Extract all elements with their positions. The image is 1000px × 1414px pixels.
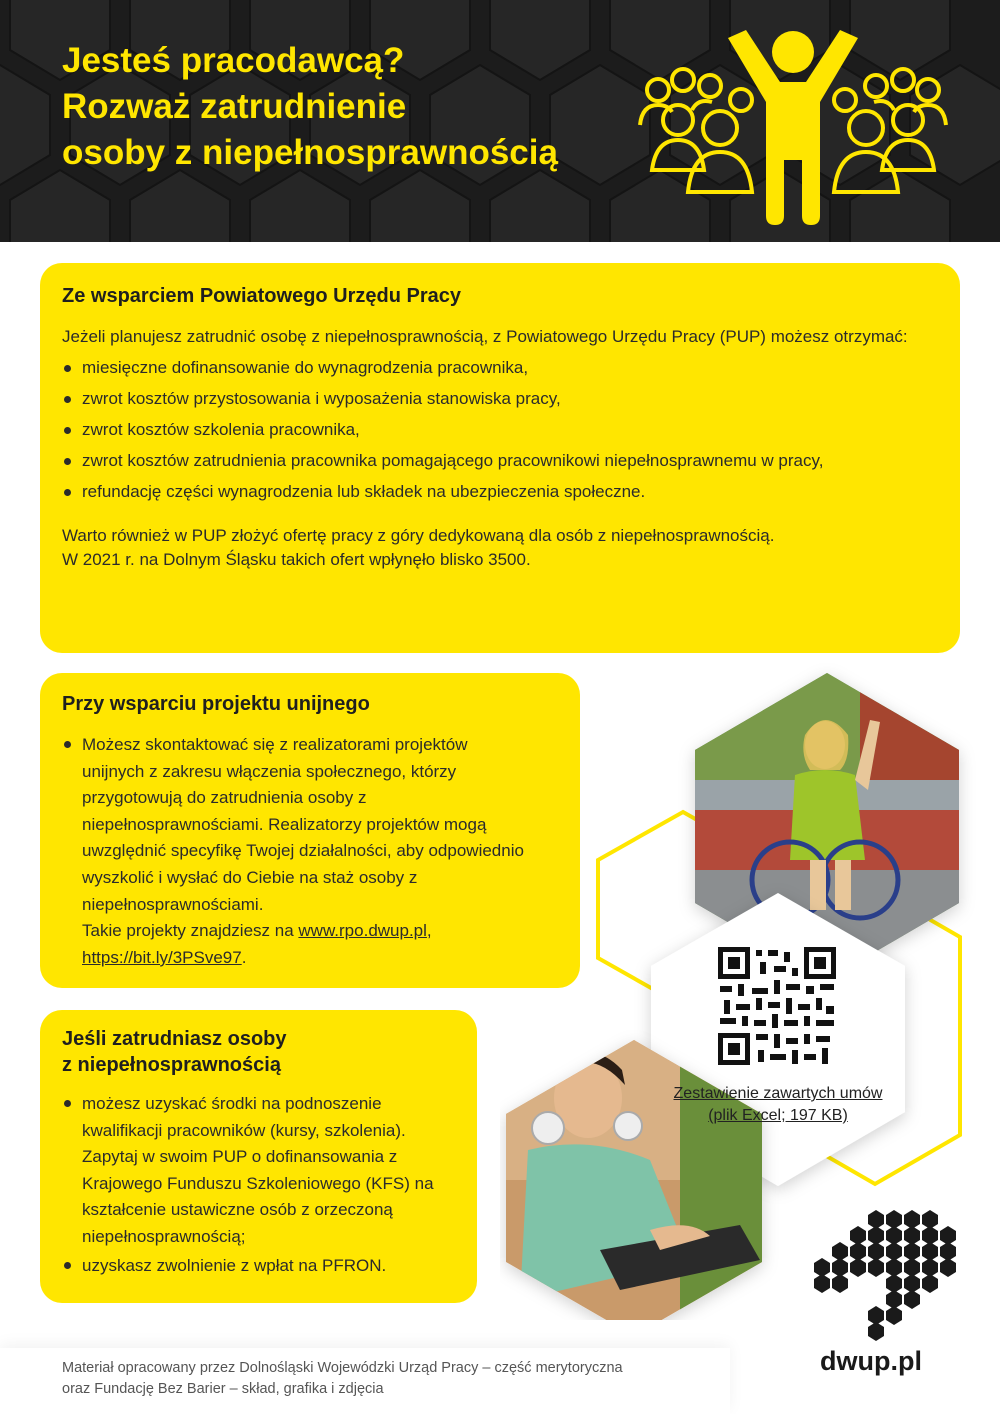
link-separator: , <box>426 921 432 941</box>
eu-section-heading: Przy wsparciu projektu unijnego <box>62 693 370 715</box>
list-item: zwrot kosztów szkolenia pracownika, <box>62 418 938 442</box>
heading-line: Jeśli zatrudniasz osoby <box>62 1028 287 1050</box>
page-title <box>62 38 682 176</box>
employer-section-heading <box>62 1026 455 1078</box>
dwup-hexagon-logo <box>808 1210 968 1342</box>
qr-caption-line[interactable]: (plik Excel; 197 KB) <box>708 1107 848 1124</box>
links-prefix: Takie projekty znajdziesz na <box>82 921 294 941</box>
qr-code <box>718 947 836 1065</box>
pup-outro-line: W 2021 r. na Dolnym Śląsku takich ofert wpłynęło blisko 3500. <box>62 550 531 569</box>
list-item <box>62 732 532 971</box>
pup-intro-text: Jeżeli planujesz zatrudnić osobę z niepełnosprawnością, z Powiatowego Urzędu Pracy (PUP) możesz otrzymać: <box>62 327 908 346</box>
list-item: możesz uzyskać środki na podnoszenie kwalifikacji pracowników (kursy, szkolenia). Zapytaj w swoim PUP o dofinansowania z Krajowego Funduszu Szkoleniowego (KFS) na kształcenie ustawiczne osób z orzeczoną niepełnosprawnością; <box>62 1091 442 1251</box>
pup-benefits-list <box>62 356 938 504</box>
pup-section-heading: Ze wsparciem Powiatowego Urzędu Pracy <box>62 285 462 307</box>
bitly-link[interactable]: https://bit.ly/3PSve97 <box>82 947 242 967</box>
employer-list <box>62 1091 455 1279</box>
list-item: miesięczne dofinansowanie do wynagrodzenia pracownika, <box>62 356 938 380</box>
list-item: uzyskasz zwolnienie z wpłat na PFRON. <box>62 1253 455 1280</box>
footer-line: oraz Fundację Bez Barier – skład, grafika i zdjęcia <box>62 1381 384 1397</box>
eu-project-card <box>40 673 580 988</box>
list-item: zwrot kosztów przystosowania i wyposażenia stanowiska pracy, <box>62 387 938 411</box>
title-line: Jesteś pracodawcą? <box>62 41 405 80</box>
pup-support-card <box>40 263 960 653</box>
header-banner <box>0 0 1000 242</box>
employer-card <box>40 1010 477 1303</box>
list-item: refundację części wynagrodzenia lub składek na ubezpieczenia społeczne. <box>62 480 938 504</box>
dwup-logo-text: dwup.pl <box>820 1346 922 1376</box>
footer-line: Materiał opracowany przez Dolnośląski Wojewódzki Urząd Pracy – część merytoryczna <box>62 1360 623 1376</box>
title-line: osoby z niepełnosprawnością <box>62 133 558 172</box>
footer-credits <box>0 1348 730 1414</box>
rpo-link[interactable]: www.rpo.dwup.pl <box>298 921 427 941</box>
qr-caption-line[interactable]: Zestawienie zawartych umów <box>673 1085 883 1102</box>
pup-outro-line: Warto również w PUP złożyć ofertę pracy z góry dedykowaną dla osób z niepełnosprawnością. <box>62 526 775 545</box>
heading-line: z niepełnosprawnością <box>62 1054 281 1076</box>
qr-caption-link[interactable] <box>650 1083 906 1127</box>
title-line: Rozważ zatrudnienie <box>62 87 407 126</box>
people-cheering-icon <box>628 20 958 230</box>
eu-item-text: Możesz skontaktować się z realizatorami projektów unijnych z zakresu włączenia społecznego, którzy przygotowują do zatrudnienia osoby z niepełnosprawnościami. Realizatorzy projektów mogą uwzględnić specyfikę Twojej działalności, aby odpowiednio wyszkolić i wysłać do Ciebie na staż osoby z niepełnosprawnościami. <box>82 735 524 914</box>
link-end: . <box>241 947 247 967</box>
eu-list <box>62 732 558 971</box>
list-item: zwrot kosztów zatrudnienia pracownika pomagającego pracownikowi niepełnosprawnemu w pracy, <box>62 449 922 473</box>
